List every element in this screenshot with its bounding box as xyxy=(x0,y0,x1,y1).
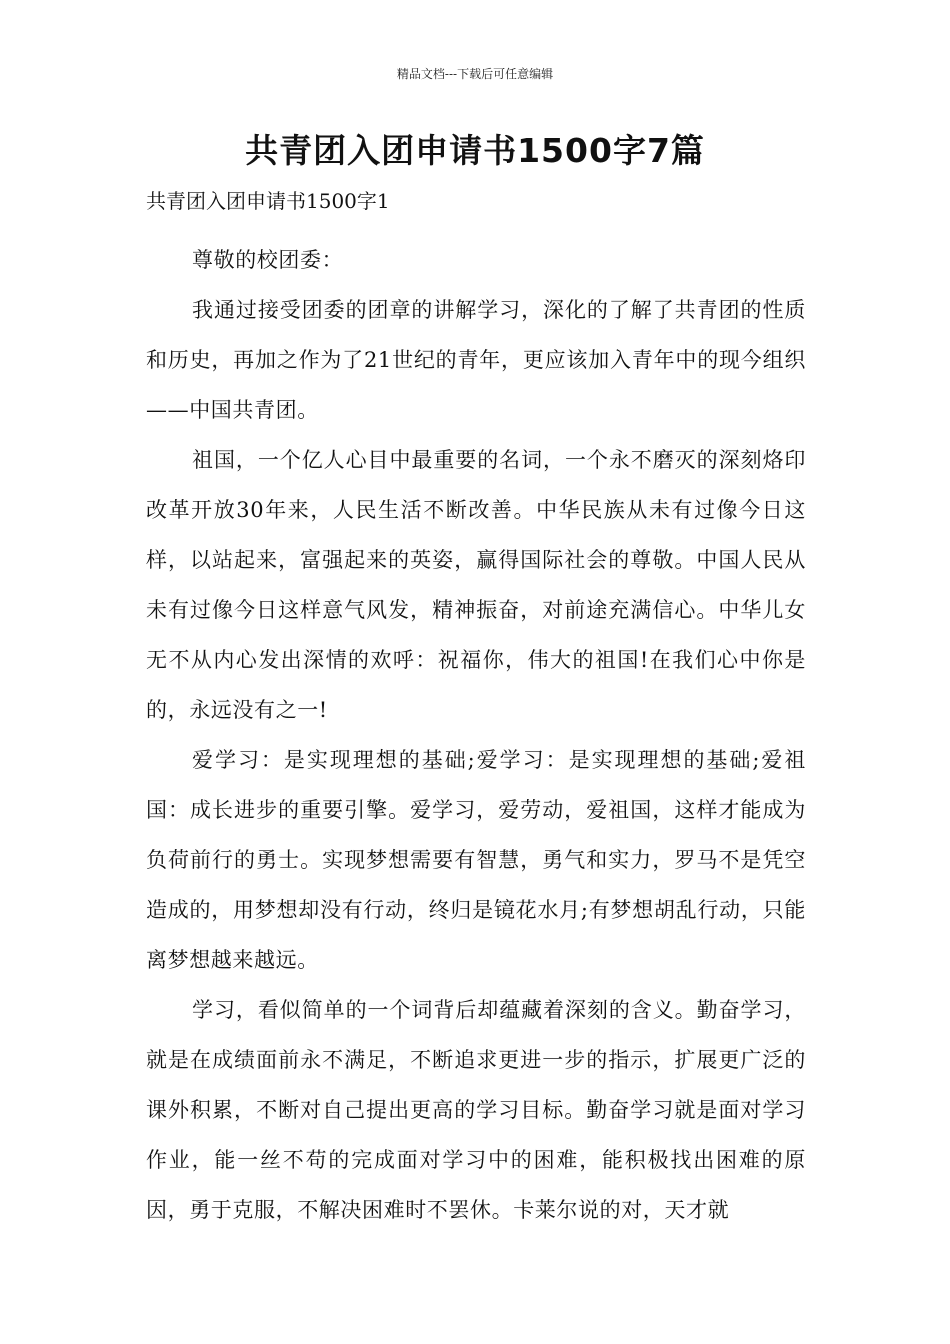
document-title: 共青团入团申请书1500字7篇 xyxy=(245,131,705,170)
paragraph: 我通过接受团委的团章的讲解学习，深化的了解了共青团的性质和历史，再加之作为了21世纪的青年，更应该加入青年中的现今组织——中国共青团。 xyxy=(146,298,806,422)
section-heading: 共青团入团申请书1500字1 xyxy=(146,189,390,213)
salutation: 尊敬的校团委： xyxy=(192,248,344,272)
paragraph: 学习，看似简单的一个词背后却蕴藏着深刻的含义。勤奋学习，就是在成绩面前永不满足，不断追求更进一步的指示，扩展更广泛的课外积累，不断对自己提出更高的学习目标。勤奋学习就是面对学习作业，能一丝不苟的完成面对学习中的困难，能积极找出困难的原因，勇于克服，不解决困难时不罢休。卡莱尔说的对，天才就 xyxy=(146,998,806,1222)
paragraph: 祖国，一个亿人心目中最重要的名词，一个永不磨灭的深刻烙印改革开放30年来，人民生活不断改善。中华民族从未有过像今日这样，以站起来，富强起来的英姿，赢得国际社会的尊敬。中国人民从未有过像今日这样意气风发，精神振奋，对前途充满信心。中华儿女无不从内心发出深情的欢呼：祝福你，伟大的祖国!在我们心中你是的，永远没有之一! xyxy=(146,448,806,722)
paragraph: 爱学习：是实现理想的基础;爱学习：是实现理想的基础;爱祖国：成长进步的重要引擎。爱学习，爱劳动，爱祖国，这样才能成为负荷前行的勇士。实现梦想需要有智慧，勇气和实力，罗马不是凭空造成的，用梦想却没有行动，终归是镜花水月;有梦想胡乱行动，只能离梦想越来越远。 xyxy=(146,748,806,972)
header-note: 精品文档---下载后可任意编辑 xyxy=(396,67,554,81)
document-body xyxy=(146,235,806,1235)
